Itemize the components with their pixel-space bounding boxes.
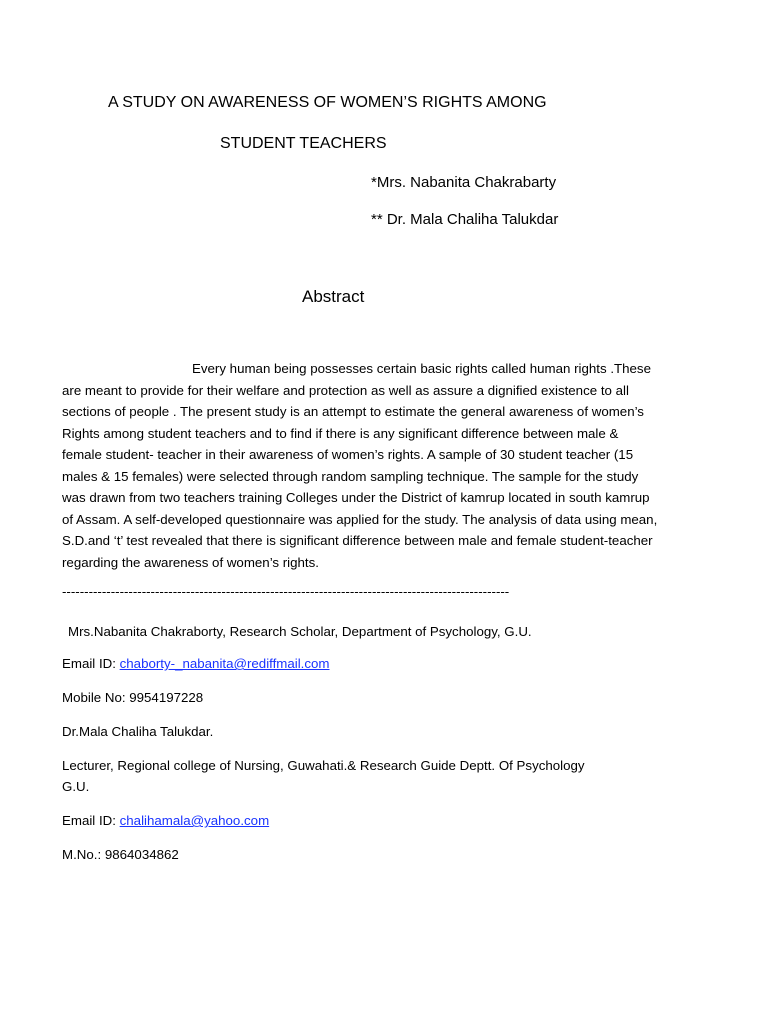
abstract-line: of Assam. A self-developed questionnaire was applied for the study. The analysis of data using mean,	[62, 511, 658, 527]
paper-title-line-1: A STUDY ON AWARENESS OF WOMEN’S RIGHTS AMONG	[108, 94, 547, 111]
author-1: *Mrs. Nabanita Chakrabarty	[371, 174, 557, 191]
abstract-heading: Abstract	[302, 287, 365, 306]
separator-line: -----------------------------------------------------------------------------------------------------	[62, 584, 510, 599]
abstract-line: was drawn from two teachers training Colleges under the District of kamrup located in south kamrup	[62, 490, 650, 505]
abstract-line: S.D.and ‘t’ test revealed that there is significant difference between male and female student-teacher	[62, 533, 653, 548]
abstract-line: are meant to provide for their welfare and protection as well as assure a dignified existence to all	[62, 382, 629, 398]
email-2-label: Email ID:	[62, 813, 120, 828]
author-2-affiliation-line-2: G.U.	[62, 779, 90, 794]
author-1-affiliation: Mrs.Nabanita Chakraborty, Research Scholar, Department of Psychology, G.U.	[68, 624, 532, 639]
abstract-line: Every human being possesses certain basic rights called human rights .These	[192, 361, 651, 376]
abstract-body	[62, 358, 702, 573]
email-1-label: Email ID:	[62, 656, 120, 671]
abstract-line: female student- teacher in their awareness of women’s rights. A sample of 30 student teacher (15	[62, 447, 634, 462]
abstract-line: males & 15 females) were selected through random sampling technique. The sample for the study	[62, 468, 639, 484]
abstract-line: Rights among student teachers and to find if there is any significant difference between male &	[62, 425, 619, 441]
email-1-row	[62, 656, 330, 671]
author-2: ** Dr. Mala Chaliha Talukdar	[371, 211, 559, 228]
email-2-link[interactable]: chalihamala@yahoo.com	[119, 813, 270, 828]
paper-title-line-2: STUDENT TEACHERS	[220, 135, 387, 152]
author-2-name: Dr.Mala Chaliha Talukdar.	[62, 724, 214, 739]
mobile-2: M.No.: 9864034862	[62, 847, 179, 862]
email-2-row	[62, 813, 269, 828]
email-1-link[interactable]: chaborty-_nabanita@rediffmail.com	[119, 656, 330, 671]
abstract-line: sections of people . The present study is an attempt to estimate the general awareness of women’s	[62, 404, 644, 419]
abstract-line: regarding the awareness of women’s rights.	[62, 554, 319, 570]
mobile-1: Mobile No: 9954197228	[62, 690, 204, 705]
author-2-affiliation-line-1: Lecturer, Regional college of Nursing, Guwahati.& Research Guide Deptt. Of Psychology	[62, 758, 585, 773]
